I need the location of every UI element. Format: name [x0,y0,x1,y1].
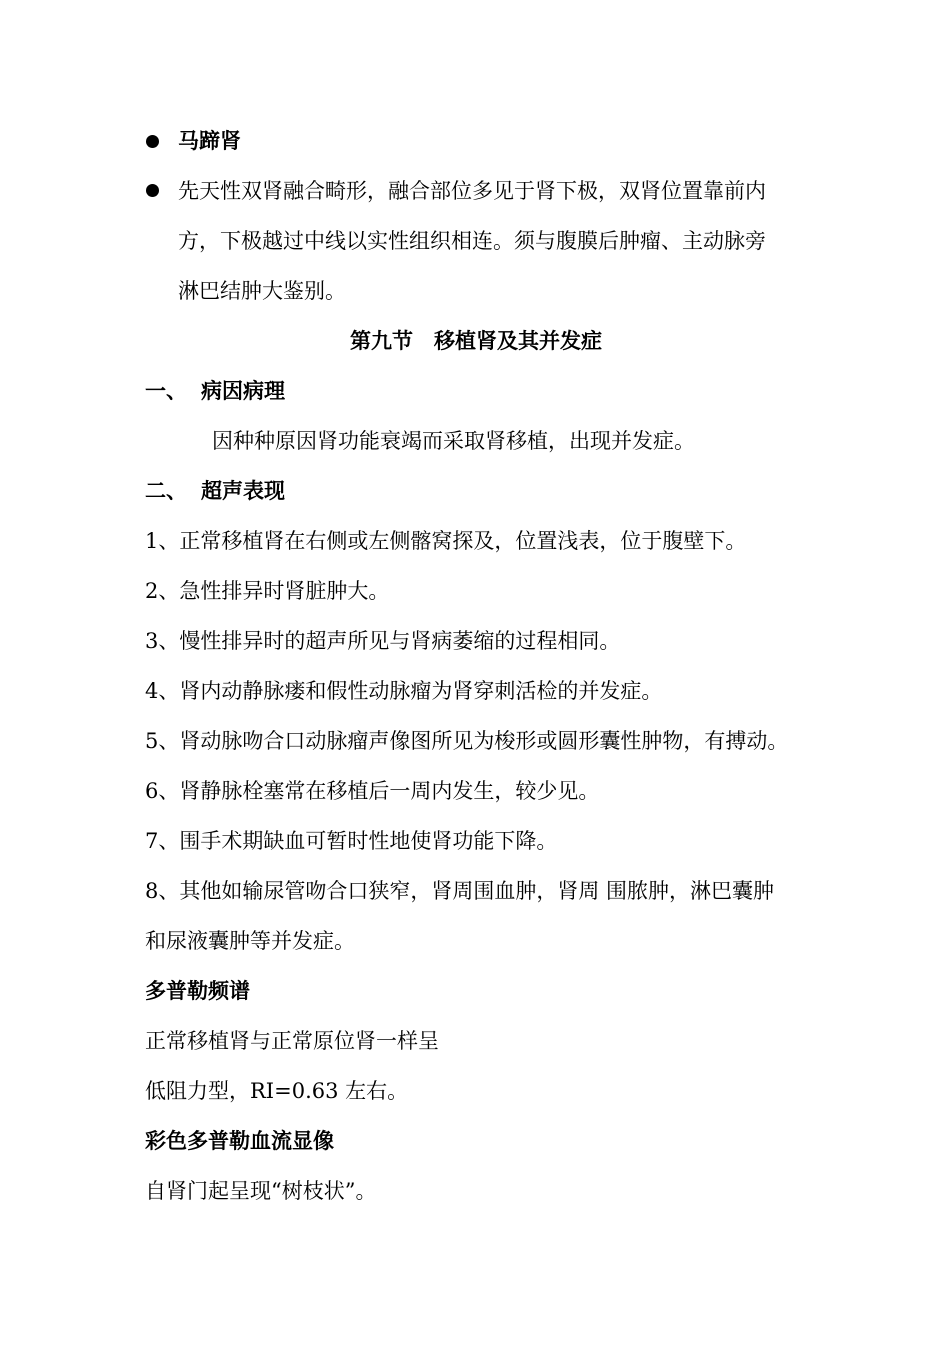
part1-body: 因种种原因肾功能衰竭而采取肾移植，出现并发症。 [212,429,695,453]
list-item: 4、肾内动静脉瘘和假性动脉瘤为肾穿刺活检的并发症。 [145,679,663,703]
part1-number: 一、 [145,378,187,403]
bullet-description-line: 淋巴结肿大鉴别。 [178,279,346,303]
doppler-text: 低阻力型，RI=0.63 左右。 [145,1079,409,1103]
doppler-heading: 多普勒频谱 [145,978,250,1003]
list-item: 8、其他如输尿管吻合口狭窄，肾周围血肿，肾周 围脓肿，淋巴囊肿 [145,879,775,903]
bullet-description-line: 先天性双肾融合畸形，融合部位多见于肾下极，双肾位置靠前内 [178,179,766,203]
bullet-description-line: 方，下极越过中线以实性组织相连。须与腹膜后肿瘤、主动脉旁 [178,229,766,253]
doppler-text: 正常移植肾与正常原位肾一样呈 [145,1029,439,1053]
bullet-dot-icon [146,135,159,148]
bullet-horseshoe-kidney: 马蹄肾 [178,128,241,153]
part1-heading: 病因病理 [201,378,285,403]
section-title: 第九节 移植肾及其并发症 [350,328,602,353]
color-doppler-heading: 彩色多普勒血流显像 [145,1128,334,1153]
part2-heading: 超声表现 [201,478,285,503]
list-item: 6、肾静脉栓塞常在移植后一周内发生，较少见。 [145,779,600,803]
color-doppler-text: 自肾门起呈现“树枝状”。 [145,1179,377,1203]
list-item: 3、慢性排异时的超声所见与肾病萎缩的过程相同。 [145,629,621,653]
list-item: 1、正常移植肾在右侧或左侧髂窝探及，位置浅表，位于腹壁下。 [145,529,747,553]
part2-number: 二、 [145,478,187,503]
list-item: 7、围手术期缺血可暂时性地使肾功能下降。 [145,829,558,853]
list-item: 2、急性排异时肾脏肿大。 [145,579,390,603]
list-item: 5、肾动脉吻合口动脉瘤声像图所见为梭形或圆形囊性肿物，有搏动。 [145,729,789,753]
bullet-dot-icon [146,184,159,197]
list-item: 和尿液囊肿等并发症。 [145,929,355,953]
